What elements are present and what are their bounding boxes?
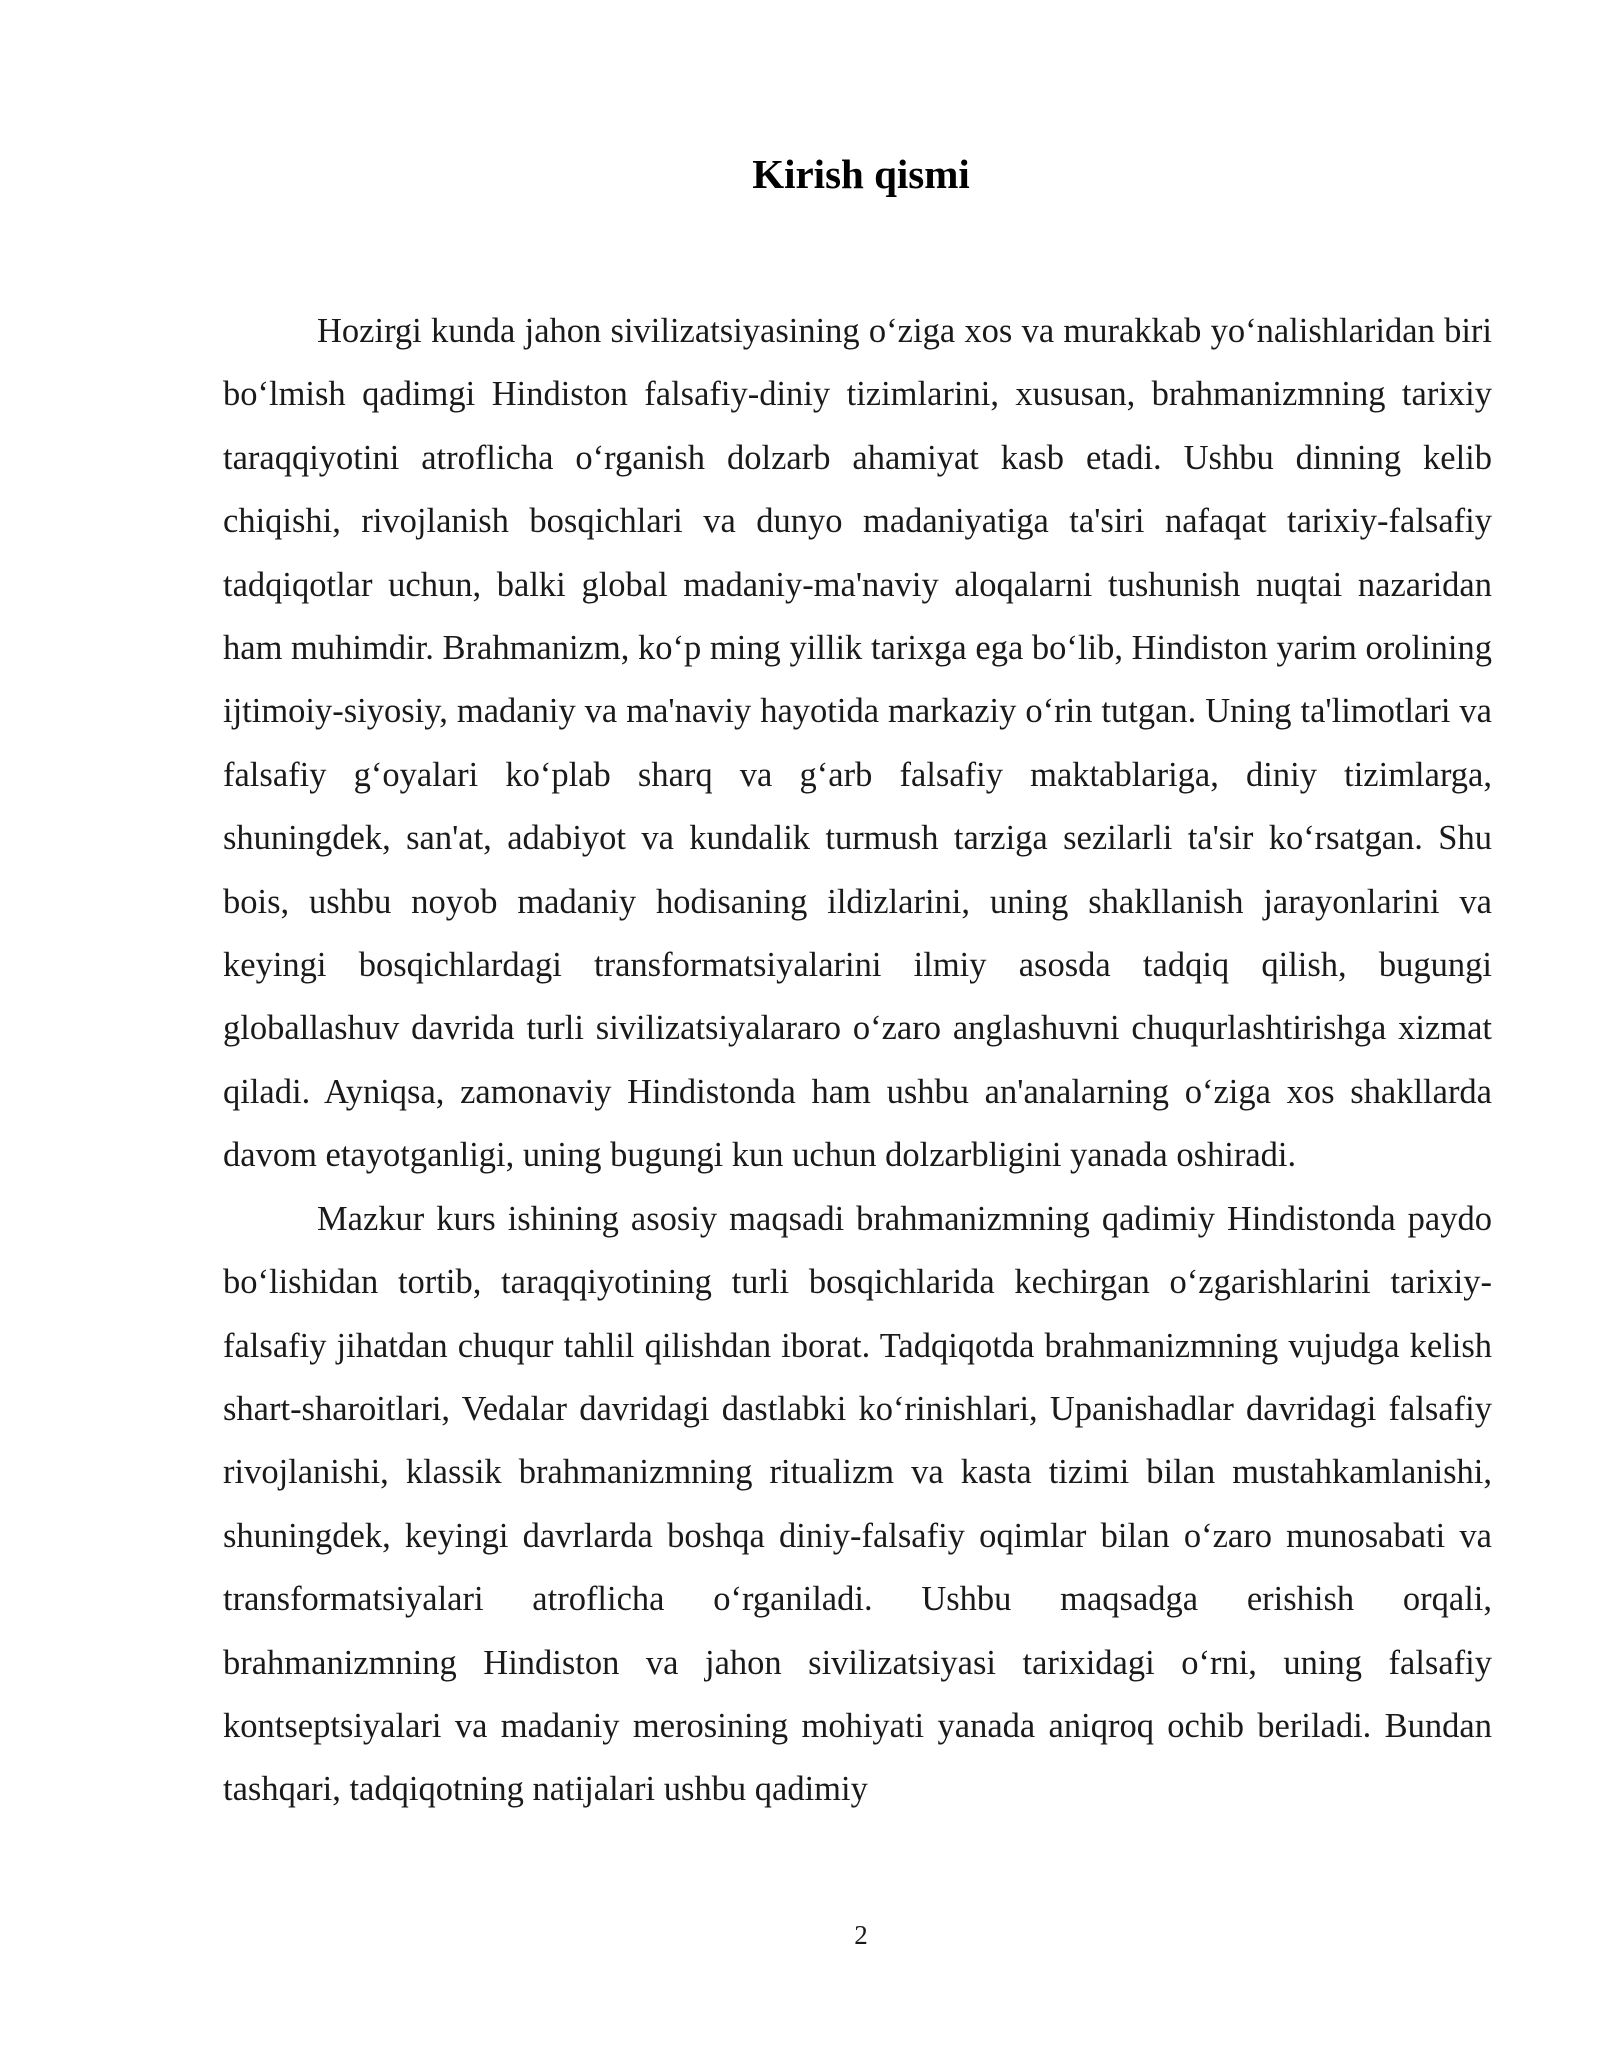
- paragraph-aim: Mazkur kurs ishining asosiy maqsadi brahmanizmning qadimiy Hindistonda paydo bo‘lishidan tortib, taraqqiyotining turli bosqichlarida kechirgan o‘zgarishlarini tarixiy-falsafiy jihatdan chuqur tahlil qilishdan iborat. Tadqiqotda brahmanizmning vujudga kelish shart-sharoitlari, Vedalar davridagi dastlabki ko‘rinishlari, Upanishadlar davridagi falsafiy rivojlanishi, klassik brahmanizmning ritualizm va kasta tizimi bilan mustahkamlanishi, shuningdek, keyingi davrlarda boshqa diniy-falsafiy oqimlar bilan o‘zaro munosabati va transformatsiyalari atroflicha o‘rganiladi. Ushbu maqsadga erishish orqali, brahmanizmning Hindiston va jahon sivilizatsiyasi tarixidagi o‘rni, uning falsafiy kontseptsiyalari va madaniy merosining mohiyati yanada aniqroq ochib beriladi. Bundan tashqari, tadqiqotning natijalari ushbu qadimiy: [223, 1199, 1492, 1809]
- body-text: [223, 300, 1492, 1822]
- paragraph-introduction: Hozirgi kunda jahon sivilizatsiyasining o‘ziga xos va murakkab yo‘nalishlaridan biri bo‘lmish qadimgi Hindiston falsafiy-diniy tizimlarini, xususan, brahmanizmning tarixiy taraqqiyotini atroflicha o‘rganish dolzarb ahamiyat kasb etadi. Ushbu dinning kelib chiqishi, rivojlanish bosqichlari va dunyo madaniyatiga ta'siri nafaqat tarixiy-falsafiy tadqiqotlar uchun, balki global madaniy-ma'naviy aloqalarni tushunish nuqtai nazaridan ham muhimdir. Brahmanizm, ko‘p ming yillik tarixga ega bo‘lib, Hindiston yarim orolining ijtimoiy-siyosiy, madaniy va ma'naviy hayotida markaziy o‘rin tutgan. Uning ta'limotlari va falsafiy g‘oyalari ko‘plab sharq va g‘arb falsafiy maktablariga, diniy tizimlarga, shuningdek, san'at, adabiyot va kundalik turmush tarziga sezilarli ta'sir ko‘rsatgan. Shu bois, ushbu noyob madaniy hodisaning ildizlarini, uning shakllanish jarayonlarini va keyingi bosqichlardagi transformatsiyalarini ilmiy asosda tadqiq qilish, bugungi globallashuv davrida turli sivilizatsiyalararo o‘zaro anglashuvni chuqurlashtirishga xizmat qiladi. Ayniqsa, zamonaviy Hindistonda ham ushbu an'analarning o‘ziga xos shakllarda davom etayotganligi, uning bugungi kun uchun dolzarbligini yanada oshiradi.: [223, 312, 1492, 1175]
- page-number: 2: [854, 1920, 868, 1950]
- section-title: Kirish qismi: [752, 151, 970, 197]
